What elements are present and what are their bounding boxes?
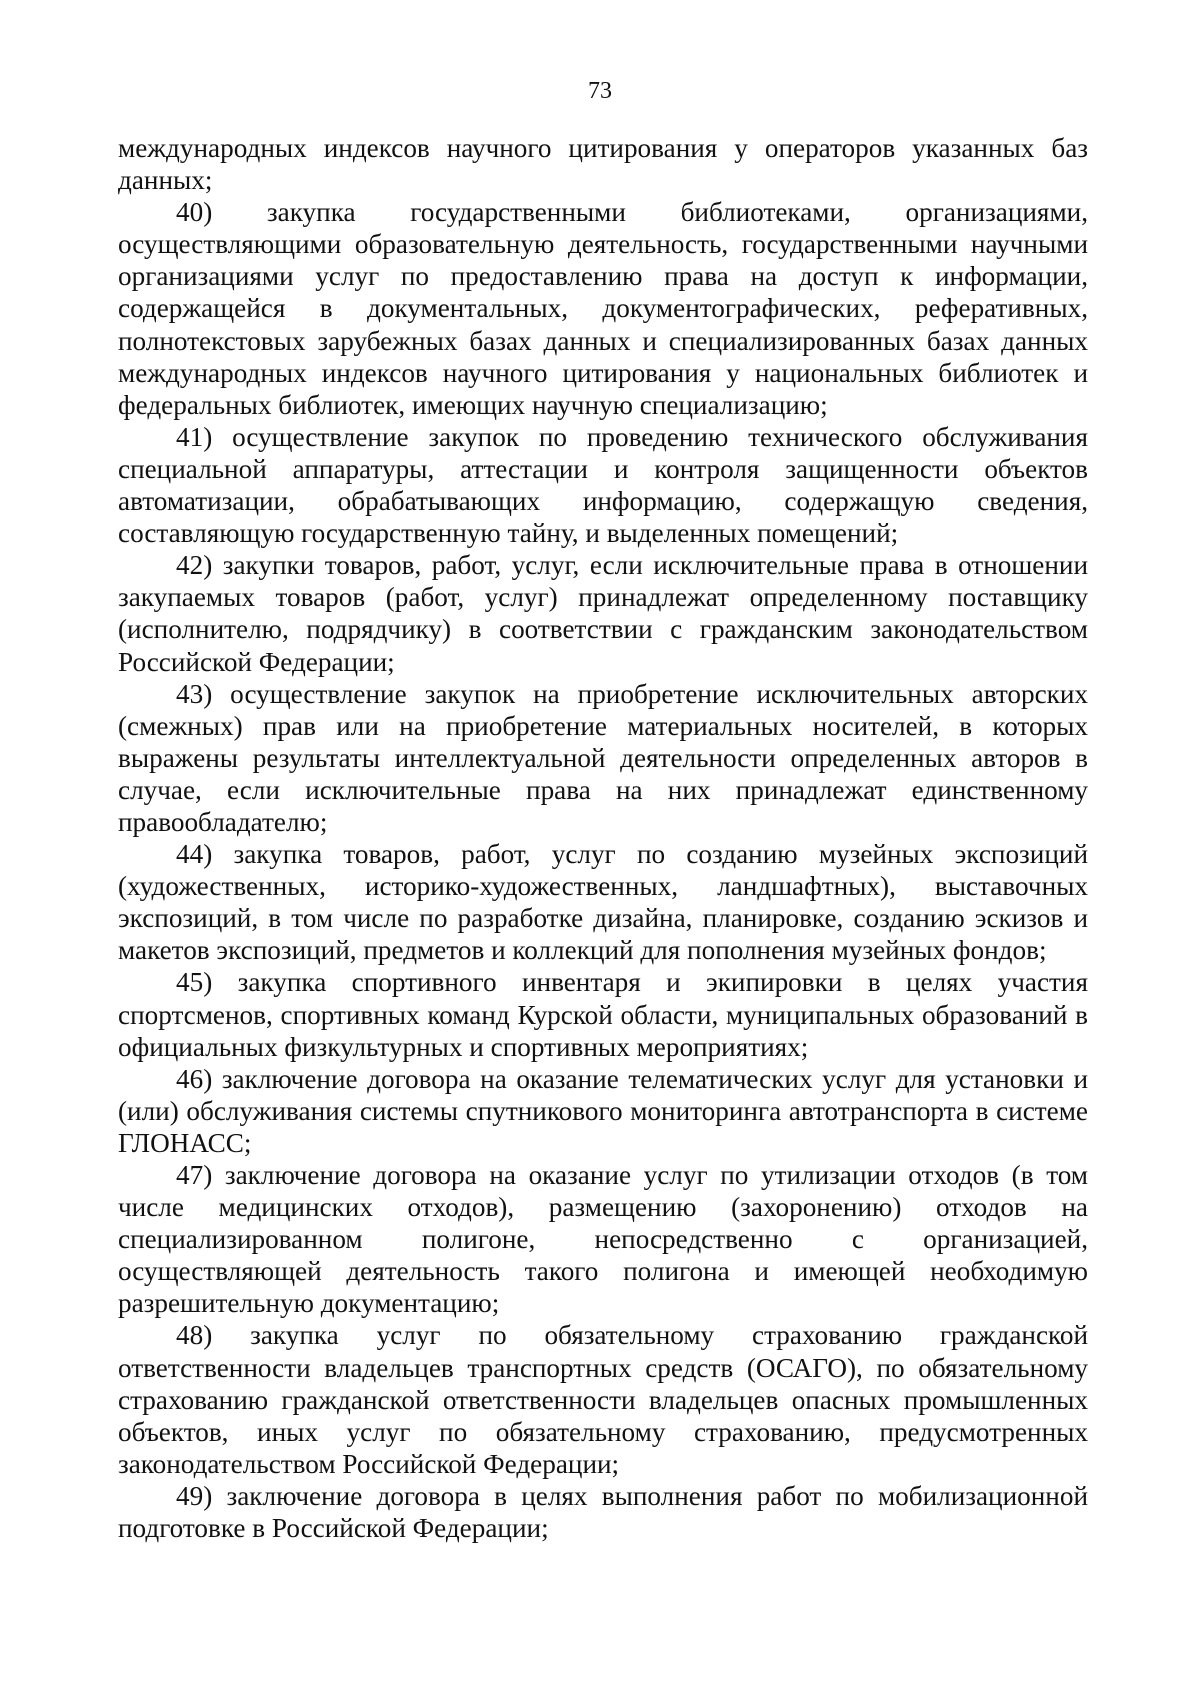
paragraph-item-47: 47) заключение договора на оказание услуг по утилизации отходов (в том числе медицинских отходов), размещению (захоронению) отходов на специализированном полигоне, непосредственно с организацией, осуществляющей деятельность такого полигона и имеющей необходимую разрешительную документацию; (118, 1160, 1088, 1319)
paragraph-item-46: 46) заключение договора на оказание телематических услуг для установки и (или) обслуживания системы спутникового мониторинга автотранспорта в системе ГЛОНАСС; (118, 1063, 1088, 1158)
paragraph-item-41: 41) осуществление закупок по проведению технического обслуживания специальной аппаратуры, аттестации и контроля защищенности объектов автоматизации, обрабатывающих информацию, содержащую сведения, составляющую государственную тайну, и выделенных помещений; (118, 421, 1088, 549)
page-number: 73 (588, 78, 612, 104)
paragraph-continuation: международных индексов научного цитирования у операторов указанных баз данных; (118, 133, 1088, 196)
document-body (118, 132, 1088, 1544)
paragraph-item-43: 43) осуществление закупок на приобретение исключительных авторских (смежных) прав или на приобретение материальных носителей, в которых выражены результаты интеллектуальной деятельности определенных авторов в случае, если исключительные права на них принадлежат единственному правообладателю; (118, 678, 1088, 837)
paragraph-item-45: 45) закупка спортивного инвентаря и экипировки в целях участия спортсменов, спортивных команд Курской области, муниципальных образований в официальных физкультурных и спортивных мероприятиях; (118, 967, 1088, 1062)
paragraph-item-42: 42) закупки товаров, работ, услуг, если исключительные права в отношении закупаемых товаров (работ, услуг) принадлежат определенному поставщику (исполнителю, подрядчику) в соответствии с гражданским законодательством Российской Федерации; (118, 550, 1088, 677)
paragraph-item-40: 40) закупка государственными библиотеками, организациями, осуществляющими образовательную деятельность, государственными научными организациями услуг по предоставлению права на доступ к информации, содержащейся в документальных, документографических, реферативных, полнотекстовых зарубежных базах данных и специализированных базах данных международных индексов научного цитирования у национальных библиотек и федеральных библиотек, имеющих научную специализацию; (118, 197, 1088, 420)
paragraph-item-49: 49) заключение договора в целях выполнения работ по мобилизационной подготовке в Российской Федерации; (118, 1480, 1088, 1544)
paragraph-item-44: 44) закупка товаров, работ, услуг по созданию музейных экспозиций (художественных, историко-художественных, ландшафтных), выставочных экспозиций, в том числе по разработке дизайна, планировке, созданию эскизов и макетов экспозиций, предметов и коллекций для пополнения музейных фондов; (118, 839, 1088, 966)
paragraph-item-48: 48) закупка услуг по обязательному страхованию гражданской ответственности владельцев транспортных средств (ОСАГО), по обязательному страхованию гражданской ответственности владельцев опасных промышленных объектов, иных услуг по обязательному страхованию, предусмотренных законодательством Российской Федерации; (118, 1320, 1088, 1479)
